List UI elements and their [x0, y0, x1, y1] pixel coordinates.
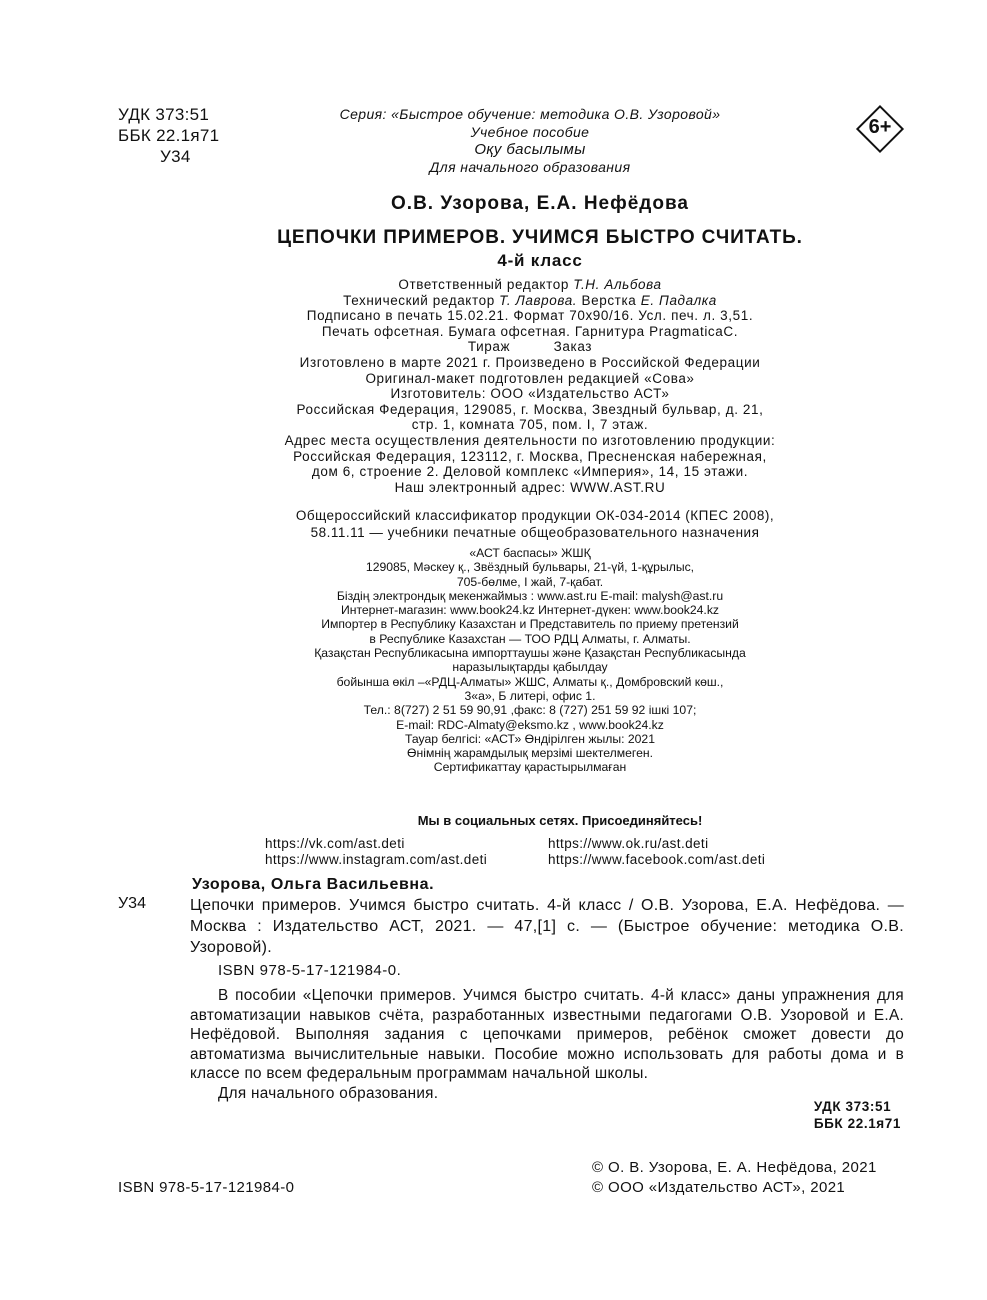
- series-line: Оқу басылымы: [474, 141, 586, 158]
- series-line: Серия: «Быстрое обучение: методика О.В. Узоровой»: [339, 106, 721, 122]
- book-grade: 4-й класс: [497, 251, 583, 270]
- footer-bbk: ББК 22.1я71: [813, 1116, 901, 1131]
- age-rating-text: 6+: [868, 116, 892, 138]
- kz-line: Қазақстан Республикасына импорттаушы және Қазақстан Республикасында: [314, 646, 746, 661]
- isbn: ISBN 978-5-17-121984-0: [118, 1179, 295, 1196]
- bbk-code: ББК 22.1я71: [118, 126, 220, 145]
- kz-line: Импортер в Республику Казахстан и Представитель по приему претензий: [321, 617, 739, 632]
- social-links-right: [548, 836, 765, 868]
- imprint-line: Российская Федерация, 123112, г. Москва, Пресненская набережная,: [293, 448, 767, 464]
- footer-udk: УДК 373:51: [813, 1099, 892, 1114]
- book-title: ЦЕПОЧКИ ПРИМЕРОВ. УЧИМСЯ БЫСТРО СЧИТАТЬ.: [277, 227, 803, 248]
- series-block: [200, 106, 860, 176]
- author-mark: У34: [160, 147, 191, 166]
- catalog-card-code: У34: [118, 895, 146, 912]
- copyright-block: [592, 1158, 877, 1198]
- kz-line: 129085, Мәскеу қ., Звёздный бульвары, 21-үй, 1-құрылыс,: [365, 560, 695, 575]
- copyright-line: © ООО «Издательство АСТ», 2021: [592, 1179, 846, 1196]
- kazakh-importer-block: [250, 546, 810, 775]
- imprint-line: Изготовитель: ООО «Издательство АСТ»: [390, 386, 670, 402]
- vk-link: https://vk.com/ast.deti: [265, 836, 405, 851]
- imprint-line: Российская Федерация, 129085, г. Москва, Звездный бульвар, д. 21,: [296, 401, 764, 417]
- product-classifier: [200, 508, 870, 541]
- imprint-block: [200, 277, 860, 495]
- series-line: Для начального образования: [429, 158, 631, 175]
- udk-code: УДК 373:51: [118, 105, 210, 124]
- kz-line: Біздің электрондық мекенжаймыз : www.ast.ru E-mail: malysh@ast.ru: [336, 588, 724, 603]
- imprint-line: Тираж Заказ: [467, 339, 593, 355]
- imprint-editor: Ответственный редактор Т.Н. Альбова: [398, 277, 662, 292]
- facebook-link: https://www.facebook.com/ast.deti: [548, 852, 766, 867]
- annotation-audience: Для начального образования.: [218, 1084, 439, 1102]
- catalog-card-description: Цепочки примеров. Учимся быстро считать. 4-й класс / О.В. Узорова, Е.А. Нефёдова. — Москва : Издательство АСТ, 2021. — 47,[1] с. — (Быстрое обучение: методика О.В. Узоровой).: [190, 897, 904, 956]
- kz-line: наразылықтарды қабылдау: [452, 660, 608, 675]
- kz-line: Тауар белгісі: «АСТ» Өндірілген жылы: 2021: [405, 731, 655, 746]
- kz-line: в Республике Казахстан — ТОО РДЦ Алматы, г. Алматы.: [369, 631, 691, 646]
- imprint-line: Печать офсетная. Бумага офсетная. Гарнитура PragmaticaC.: [321, 323, 739, 339]
- annotation-text: В пособии «Цепочки примеров. Учимся быстро считать. 4-й класс» даны упражнения для автоматизации навыков счёта, разработанных известными педагогами О.В. Узоровой и Е.А. Нефёдовой. Выполняя задания с цепочками примеров, ребёнок сможет довести до автоматизма вычислительные навыки. Пособие можно использовать для работы дома и в классе по всем федеральным программам начальной школы.: [190, 987, 904, 1083]
- classifier-line: 58.11.11 — учебники печатные общеобразовательного назначения: [310, 524, 760, 540]
- kz-line: 3«а», Б литері, офис 1.: [464, 688, 596, 703]
- imprint-line: Адрес места осуществления деятельности по изготовлению продукции:: [284, 432, 776, 448]
- imprint-line: Наш электронный адрес: WWW.AST.RU: [394, 479, 666, 495]
- age-rating-badge: [855, 104, 905, 154]
- copyright-line: © О. В. Узорова, Е. А. Нефёдова, 2021: [592, 1159, 877, 1176]
- kz-line: Сертификаттау қарастырылмаған: [433, 760, 627, 775]
- catalog-card-isbn: ISBN 978-5-17-121984-0.: [218, 962, 402, 979]
- kz-line: «АСТ баспасы» ЖШҚ: [469, 546, 591, 560]
- imprint-line: дом 6, строение 2. Деловой комплекс «Империя», 14, 15 этажи.: [311, 464, 749, 480]
- book-authors: О.В. Узорова, Е.А. Нефёдова: [391, 193, 689, 214]
- annotation: [190, 986, 904, 1104]
- kz-line: 705-бөлме, I жай, 7-қабат.: [456, 574, 604, 589]
- kz-line: бойынша өкіл –«РДЦ-Алматы» ЖШС, Алматы қ., Домбровский көш.,: [336, 674, 724, 689]
- kz-line: Интернет-магазин: www.book24.kz Интернет-дүкен: www.book24.kz: [340, 603, 720, 618]
- social-links-left: [265, 836, 487, 868]
- imprint-tech: Технический редактор Т. Лаврова. Верстка Е. Падалка: [343, 292, 717, 308]
- imprint-line: Оригинал-макет подготовлен редакцией «Сова»: [365, 370, 695, 386]
- catalog-card-author: Узорова, Ольга Васильевна.: [192, 876, 435, 893]
- kz-line: Тел.: 8(727) 2 51 59 90,91 ,факс: 8 (727) 251 59 92 ішкі 107;: [363, 703, 697, 718]
- classifier-line: Общероссийский классификатор продукции ОК-034-2014 (КПЕС 2008),: [295, 508, 775, 523]
- kz-line: E-mail: RDC-Almaty@eksmo.kz , www.book24.kz: [396, 717, 664, 732]
- imprint-line: стр. 1, комната 705, пом. I, 7 этаж.: [411, 417, 649, 433]
- imprint-line: Изготовлено в марте 2021 г. Произведено в Российской Федерации: [299, 354, 761, 370]
- imprint-line: Подписано в печать 15.02.21. Формат 70x90/16. Усл. печ. л. 3,51.: [306, 308, 754, 324]
- social-title: Мы в социальных сетях. Присоединяйтесь!: [417, 813, 703, 828]
- instagram-link: https://www.instagram.com/ast.deti: [265, 852, 488, 867]
- kz-line: Өнімнің жарамдылық мерзімі шектелмеген.: [407, 746, 653, 761]
- ok-link: https://www.ok.ru/ast.deti: [548, 836, 709, 851]
- footer-codes: [814, 1098, 901, 1132]
- series-line: Учебное пособие: [470, 123, 590, 140]
